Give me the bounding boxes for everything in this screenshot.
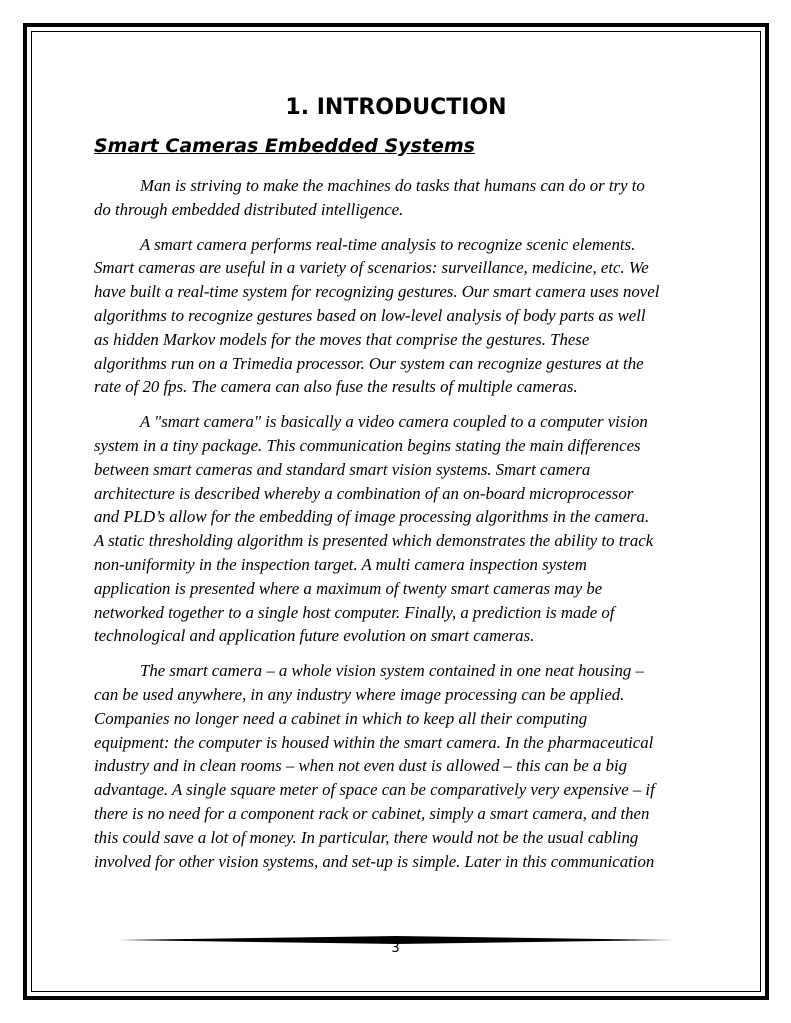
paragraph-4 (94, 659, 698, 873)
paragraph-line: A static thresholding algorithm is presented which demonstrates the ability to track (94, 531, 654, 551)
paragraph-line: there is no need for a component rack or cabinet, simply a smart camera, and then (94, 803, 650, 823)
paragraph-line: technological and application future evolution on smart cameras. (94, 626, 535, 646)
paragraph-line: application is presented where a maximum of twenty smart cameras may be (94, 578, 603, 598)
paragraph-line: networked together to a single host computer. Finally, a prediction is made of (94, 602, 615, 622)
paragraph-line: The smart camera – a whole vision system contained in one neat housing – (140, 661, 644, 681)
paragraph-line: rate of 20 fps. The camera can also fuse the results of multiple cameras. (94, 377, 578, 397)
paragraph-line: Smart cameras are useful in a variety of scenarios: surveillance, medicine, etc. We (94, 258, 649, 278)
paragraph-line: as hidden Markov models for the moves that comprise the gestures. These (94, 329, 590, 349)
paragraph-line: A smart camera performs real-time analysis to recognize scenic elements. (140, 234, 636, 254)
paragraph-line: have built a real-time system for recognizing gestures. Our smart camera uses novel (94, 282, 660, 302)
page-content (94, 92, 698, 873)
page-number: 3 (391, 941, 400, 956)
paragraph-2 (94, 233, 698, 400)
paragraph-line: this could save a lot of money. In particular, there would not be the usual cabling (94, 827, 639, 847)
paragraph-1 (94, 174, 698, 222)
paragraph-3 (94, 410, 698, 648)
paragraph-line: Companies no longer need a cabinet in which to keep all their computing (94, 708, 588, 728)
paragraph-line: can be used anywhere, in any industry where image processing can be applied. (94, 684, 625, 704)
paragraph-line: system in a tiny package. This communication begins stating the main differences (94, 435, 641, 455)
paragraph-line: between smart cameras and standard smart vision systems. Smart camera (94, 459, 591, 479)
paragraph-line: involved for other vision systems, and set-up is simple. Later in this communication (94, 851, 655, 871)
paragraph-line: non-uniformity in the inspection target. A multi camera inspection system (94, 554, 587, 574)
paragraph-line: A "smart camera" is basically a video camera coupled to a computer vision (140, 412, 648, 432)
paragraph-line: do through embedded distributed intelligence. (94, 199, 404, 219)
paragraph-line: Man is striving to make the machines do tasks that humans can do or try to (140, 176, 645, 195)
paragraph-line: architecture is described whereby a combination of an on-board microprocessor (94, 483, 634, 503)
paragraph-line: and PLD’s allow for the embedding of image processing algorithms in the camera. (94, 507, 650, 527)
paragraph-line: algorithms run on a Trimedia processor. Our system can recognize gestures at the (94, 353, 644, 373)
chapter-title: 1. INTRODUCTION (285, 95, 507, 120)
paragraph-line: industry and in clean rooms – when not even dust is allowed – this can be a big (94, 756, 628, 776)
paragraph-line: advantage. A single square meter of space can be comparatively very expensive – if (94, 780, 655, 800)
section-title: Smart Cameras Embedded Systems (94, 135, 475, 157)
paragraph-line: algorithms to recognize gestures based on low-level analysis of body parts as well (94, 305, 646, 325)
paragraph-line: equipment: the computer is housed within the smart camera. In the pharmaceutical (94, 732, 654, 752)
